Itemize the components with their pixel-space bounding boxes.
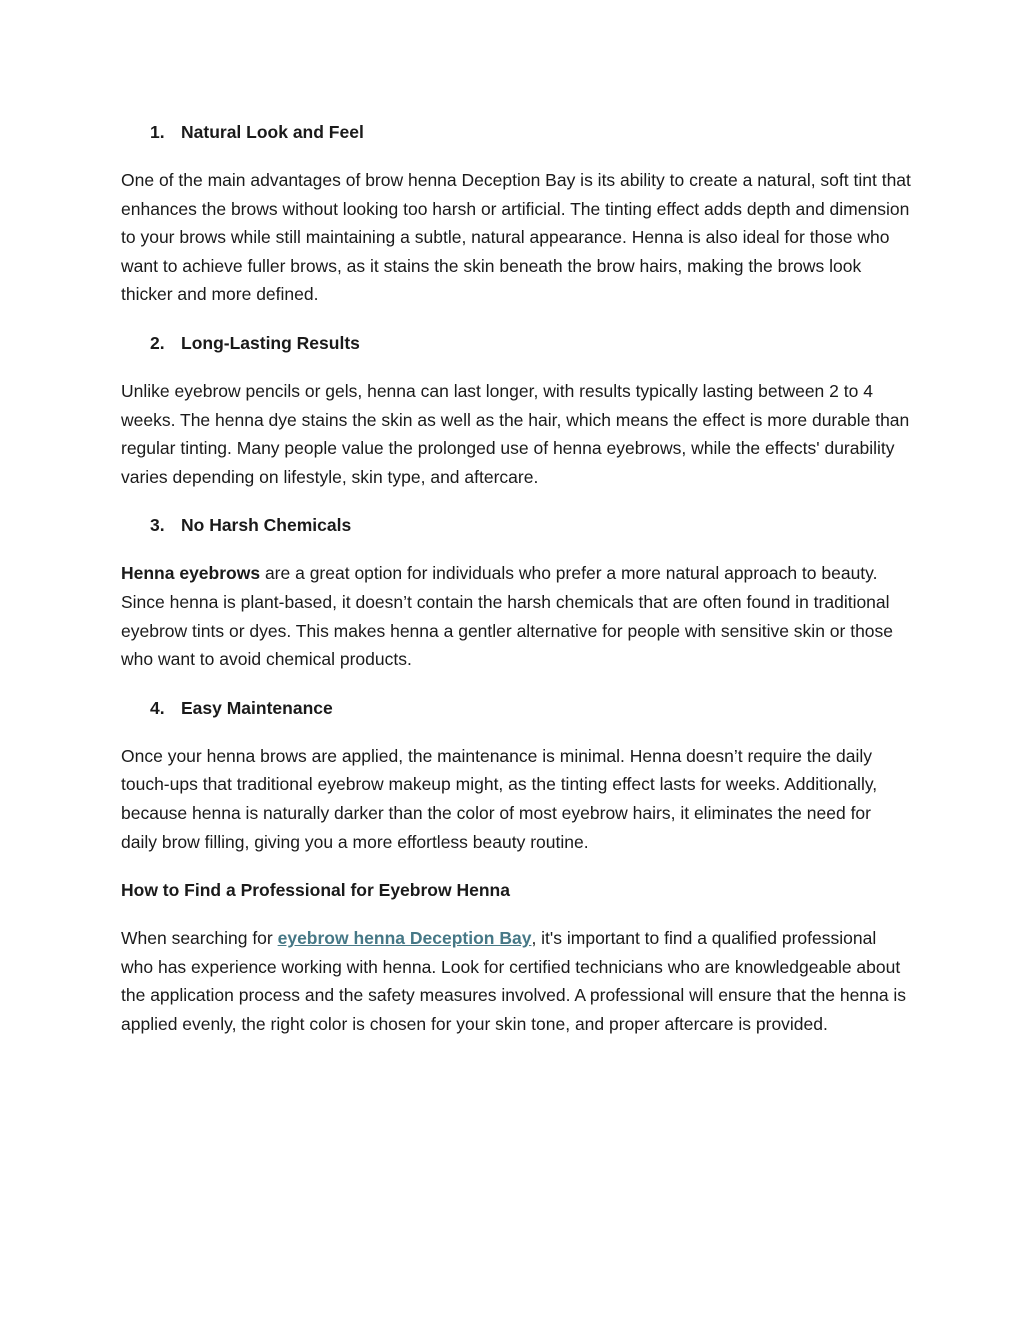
bold-term: Henna eyebrows: [121, 563, 261, 584]
heading-text: Long-Lasting Results: [181, 332, 360, 353]
list-number: 3.: [150, 515, 165, 536]
paragraph-text-after-link: , it's important to find a qualified professional who has experience working with henna. Look for certified technicians who are knowledgeable about the application process and the safety measures involved. A professional will ensure that the henna is applied evenly, the right color is chosen for your skin tone, and proper aftercare is provided.: [121, 928, 907, 1034]
list-number: 2.: [150, 332, 165, 353]
list-number: 4.: [150, 697, 165, 718]
heading-text: Natural Look and Feel: [181, 122, 364, 142]
section-heading-natural-look: [150, 118, 911, 146]
heading-text: Easy Maintenance: [181, 697, 333, 718]
document-page: [121, 118, 911, 1058]
paragraph-professional: [121, 924, 911, 1038]
section-heading-long-lasting: [150, 329, 911, 357]
paragraph-long-lasting: Unlike eyebrow pencils or gels, henna can last longer, with results typically lasting between 2 to 4 weeks. The henna dye stains the skin as well as the hair, which means the effect is more durable than regular tinting. Many people value the prolonged use of henna eyebrows, while the effects' durability varies depending on lifestyle, skin type, and aftercare.: [121, 380, 910, 487]
heading-text: No Harsh Chemicals: [181, 515, 352, 536]
eyebrow-henna-link[interactable]: eyebrow henna Deception Bay: [277, 928, 532, 949]
paragraph-easy-maintenance: Once your henna brows are applied, the maintenance is minimal. Henna doesn’t require the daily touch-ups that traditional eyebrow makeup might, as the tinting effect lasts for weeks. Additionally, because henna is naturally darker than the color of most eyebrow hairs, it eliminates the need for daily brow filling, giving you a more effortless beauty routine.: [121, 745, 878, 852]
section-heading-no-harsh-chemicals: [150, 511, 911, 539]
paragraph-natural-look: One of the main advantages of brow henna Deception Bay is its ability to create a natural, soft tint that enhances the brows without looking too harsh or artificial. The tinting effect adds depth and dimension to your brows while still maintaining a subtle, natural appearance. Henna is also ideal for those who want to achieve fuller brows, as it stains the skin beneath the brow hairs, making the brows look thicker and more defined.: [121, 170, 911, 305]
paragraph-text: are a great option for individuals who prefer a more natural approach to beauty. Since henna is plant-based, it doesn’t contain the harsh chemicals that are often found in traditional eyebrow tints or dyes. This makes henna a gentler alternative for people with sensitive skin or those who want to avoid chemical products.: [121, 563, 894, 670]
paragraph-no-harsh-chemicals: [121, 559, 911, 673]
section-heading-easy-maintenance: [150, 694, 911, 722]
paragraph-text-before-link: When searching for: [121, 928, 278, 949]
professional-heading: How to Find a Professional for Eyebrow Henna: [121, 880, 510, 901]
list-number: 1.: [150, 122, 165, 142]
